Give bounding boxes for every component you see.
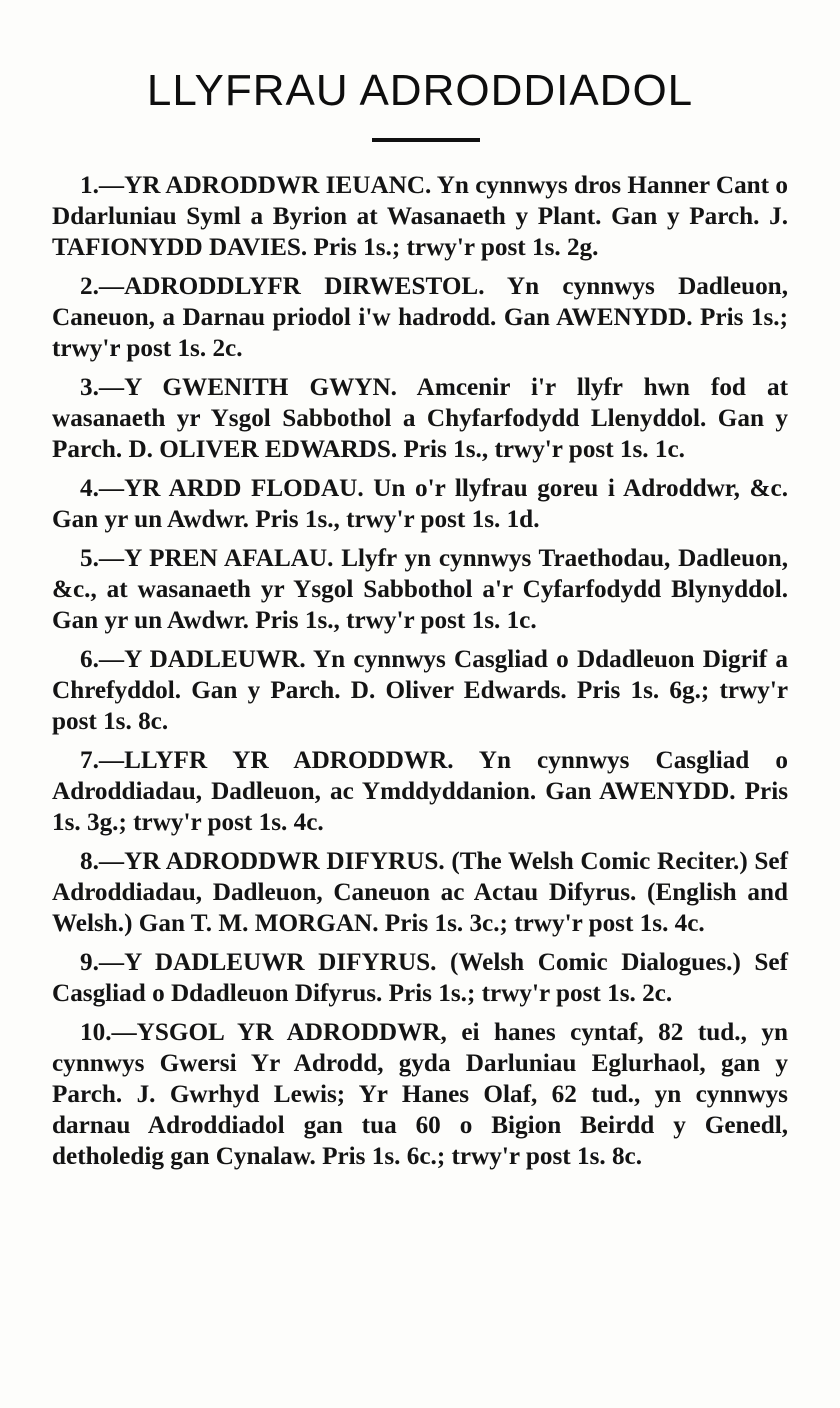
page-title: LLYFRAU ADRODDIADOL: [146, 66, 694, 115]
book-entry-8: 8.—YR ADRODDWR DIFYRUS. (The Welsh Comic Reciter.) Sef Adroddiadau, Dadleuon, Caneuon ac Actau Difyrus. (English and Welsh.) Gan T. M. MORGAN. Pris 1s. 3c.; trwy'r post 1s. 4c.: [52, 848, 788, 937]
book-entry-10: 10.—YSGOL YR ADRODDWR, ei hanes cyntaf, 82 tud., yn cynnwys Gwersi Yr Adrodd, gyda Darluniau Eglurhaol, gan y Parch. J. Gwrhyd Lewis; Yr Hanes Olaf, 62 tud., yn cynnwys darnau Adroddiadol gan tua 60 o Bigion Beirdd y Genedl, detholedig gan Cynalaw. Pris 1s. 6c.; trwy'r post 1s. 8c.: [52, 1019, 788, 1170]
book-entry-3: 3.—Y GWENITH GWYN. Amcenir i'r llyfr hwn fod at wasanaeth yr Ysgol Sabbothol a Chyfarfodydd Llenyddol. Gan y Parch. D. OLIVER EDWARDS. Pris 1s., trwy'r post 1s. 1c.: [52, 374, 788, 463]
book-list: [52, 170, 788, 1180]
book-entry-4: 4.—YR ARDD FLODAU. Un o'r llyfrau goreu i Adroddwr, &c. Gan yr un Awdwr. Pris 1s., trwy'r post 1s. 1d.: [52, 475, 788, 533]
book-entry-1: 1.—YR ADRODDWR IEUANC. Yn cynnwys dros Hanner Cant o Ddarluniau Syml a Byrion at Wasanaeth y Plant. Gan y Parch. J. TAFIONYDD DAVIES. Pris 1s.; trwy'r post 1s. 2g.: [52, 172, 788, 261]
book-entry-7: 7.—LLYFR YR ADRODDWR. Yn cynnwys Casgliad o Adroddiadau, Dadleuon, ac Ymddyddanion. Gan AWENYDD. Pris 1s. 3g.; trwy'r post 1s. 4c.: [52, 747, 788, 836]
title-divider: [372, 138, 480, 142]
book-entry-6: 6.—Y DADLEUWR. Yn cynnwys Casgliad o Ddadleuon Digrif a Chrefyddol. Gan y Parch. D. Oliver Edwards. Pris 1s. 6g.; trwy'r post 1s. 8c.: [52, 646, 788, 735]
book-entry-2: 2.—ADRODDLYFR DIRWESTOL. Yn cynnwys Dadleuon, Caneuon, a Darnau priodol i'w hadrodd. Gan AWENYDD. Pris 1s.; trwy'r post 1s. 2c.: [52, 273, 788, 362]
book-entry-9: 9.—Y DADLEUWR DIFYRUS. (Welsh Comic Dialogues.) Sef Casgliad o Ddadleuon Difyrus. Pris 1s.; trwy'r post 1s. 2c.: [52, 949, 788, 1007]
book-entry-5: 5.—Y PREN AFALAU. Llyfr yn cynnwys Traethodau, Dadleuon, &c., at wasanaeth yr Ysgol Sabbothol a'r Cyfarfodydd Blynyddol. Gan yr un Awdwr. Pris 1s., trwy'r post 1s. 1c.: [52, 545, 788, 634]
